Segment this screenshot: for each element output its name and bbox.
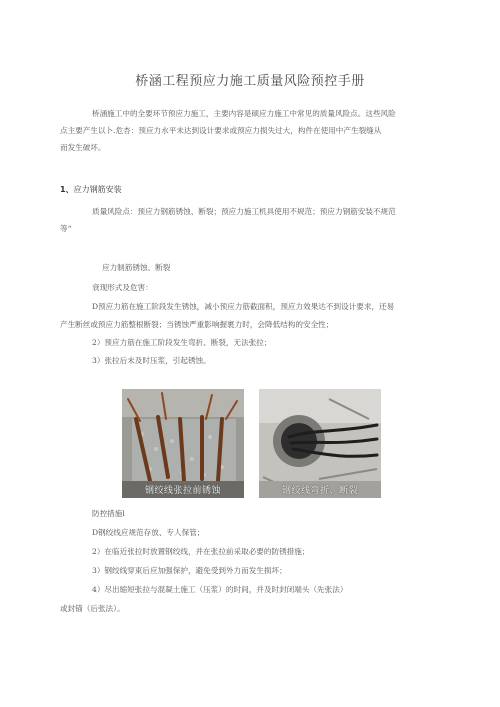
risk-line-2: 等“: [60, 224, 72, 233]
rusted-strands-photo: [122, 389, 244, 498]
bent-strands-illustration: [259, 389, 381, 498]
bent-strands-photo: [259, 389, 381, 498]
image-caption-1: 钢绞线张拉前锈蚀: [144, 486, 221, 496]
measure-item-4-line-1: 4）尽出缩短张拉与混凝土施工（压浆）的时间，并及时封闭端头（先张法）: [92, 585, 348, 594]
measure-item-1: D钢绞线应规范存放、专人保管；: [92, 528, 205, 537]
manifest-item-1-line-1: D预应力筋在施工阶段发生锈蚀，减小预应力筋截面积，预应力效果达不到设计要求，还易: [92, 302, 395, 311]
section-number: 1、: [60, 185, 74, 194]
manifest-item-3: 3）张拉后未及时压浆，引起锈蚀。: [92, 356, 211, 365]
document-title: 桥涵工程预应力施工质量风险预控手册: [135, 74, 365, 89]
manifest-label: 衰现形式及危害：: [92, 283, 153, 292]
section-title: 应力钢筋安装: [73, 185, 122, 194]
manifest-item-1-line-2: 产生断丝或预应力筋整根断裂；当锈蚀严重影响握裹力时，会降低结构的安全性；: [60, 320, 334, 329]
measure-item-4-line-2: 或封锚（后张法）。: [60, 604, 125, 613]
manifest-item-2: 2）预应力筋在施工阶段发生弯折、断裂，无法张拉；: [92, 338, 272, 347]
intro-line-2: 点主要产生以卜.危杏：预应力水平未达到设计要求或预应力损失过大，构件在使用中产生裂缝从: [60, 126, 382, 135]
sub-heading: 应力制筋锈蚀、断裂: [102, 263, 171, 272]
rusted-strands-illustration: [122, 389, 244, 498]
intro-line-3: 而发生破坏。: [60, 143, 106, 152]
risk-line-1: 质量风险点：预应力钢筋锈蚀、断裂；预应力施工机具使用不规范；预应力钢筋安装不规范: [92, 207, 396, 216]
image-caption-2: 钢绞线弯折、断裂: [281, 486, 358, 496]
measures-label: 防控措施l: [92, 509, 125, 518]
section-heading: [60, 184, 122, 195]
measure-item-3: 3）钢绞线穿束后应加强保护，避免受到外力而发生损坏；: [92, 566, 287, 575]
intro-line-1: 桥涵施工中的全要环节预应力施工，主要内容是硕应力施工中常见的质量风险点。这些风险: [92, 109, 396, 118]
measure-item-2: 2）在临近张拉时放置钢绞线，并在张拉前采取必要的防锈措施；: [92, 547, 310, 556]
